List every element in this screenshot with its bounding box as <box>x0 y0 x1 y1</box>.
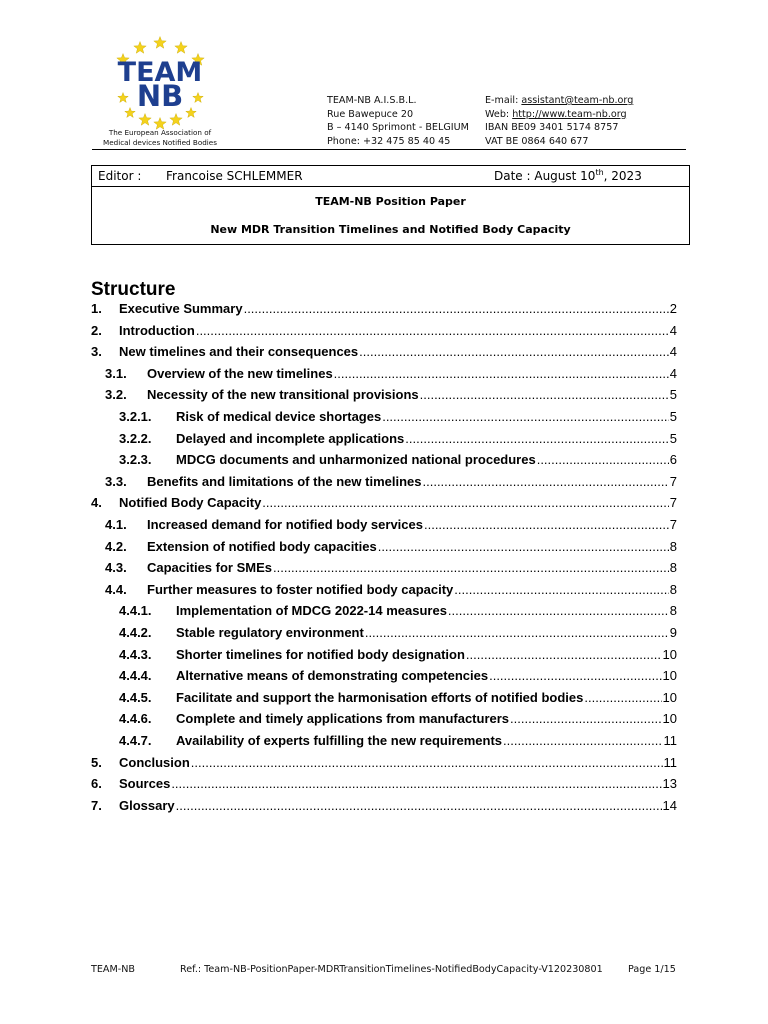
toc-entry-page: 7 <box>669 473 677 489</box>
toc-entry-title: MDCG documents and unharmonized national procedures <box>176 452 536 468</box>
document-title: New MDR Transition Timelines and Notified Body Capacity <box>210 223 571 236</box>
web-link[interactable]: http://www.team-nb.org <box>512 108 627 120</box>
vat-line: VAT BE 0864 640 677 <box>485 135 589 147</box>
star-icon <box>154 37 166 49</box>
toc-entry-number: 4.4.7. <box>119 733 152 748</box>
toc-entry[interactable] <box>91 798 677 816</box>
toc-entry-page: 5 <box>669 387 677 403</box>
toc-entry-number: 6. <box>91 776 102 792</box>
toc-entry[interactable] <box>119 668 677 686</box>
star-icon <box>175 42 187 54</box>
toc-entry[interactable] <box>105 474 677 492</box>
toc-entry-page: 10 <box>662 711 677 727</box>
toc-leader-dots <box>382 409 669 424</box>
toc-entry-title: Extension of notified body capacities <box>147 538 377 554</box>
toc-leader-dots <box>176 798 662 813</box>
toc-entry[interactable] <box>119 452 677 470</box>
toc-entry-title: Conclusion <box>119 754 190 770</box>
toc-entry-number: 3. <box>91 344 102 360</box>
toc-leader-dots <box>423 474 669 489</box>
toc-entry-title: Availability of experts fulfilling the new requirements <box>176 733 503 748</box>
star-icon <box>139 114 151 126</box>
star-icon <box>193 93 203 103</box>
organisation-address <box>327 94 469 148</box>
toc-entry[interactable] <box>119 733 677 751</box>
toc-entry-number: 4.4.6. <box>119 711 152 727</box>
toc-entry-title: Stable regulatory environment <box>176 625 364 640</box>
footer-page-number: Page 1/15 <box>628 964 676 975</box>
toc-leader-dots <box>420 387 669 402</box>
toc-leader-dots <box>489 668 661 683</box>
toc-entry-number: 4.2. <box>105 538 127 554</box>
footer-reference: Ref.: Team-NB-PositionPaper-MDRTransitionTimelines-NotifiedBodyCapacity-V120230801 <box>180 964 603 975</box>
toc-entry-number: 4.4.2. <box>119 625 152 640</box>
toc-entry[interactable] <box>91 495 677 513</box>
toc-leader-dots <box>378 539 669 554</box>
toc-entry-title: Risk of medical device shortages <box>176 409 382 424</box>
toc-leader-dots <box>334 366 669 381</box>
structure-heading: Structure <box>91 279 176 300</box>
toc-entry[interactable] <box>91 301 677 319</box>
email-label: E-mail: <box>485 95 522 106</box>
toc-entry-number: 3.2. <box>105 387 127 403</box>
toc-entry-page: 8 <box>669 560 677 576</box>
toc-entry-page: 6 <box>669 452 677 468</box>
logo-caption <box>90 128 230 148</box>
logo-team-text: TEAM <box>117 57 203 88</box>
toc-entry-number: 5. <box>91 754 102 770</box>
toc-entry-title: Sources <box>119 776 171 792</box>
toc-entry-number: 4.3. <box>105 560 127 576</box>
toc-entry-title: Implementation of MDCG 2022-14 measures <box>176 603 447 619</box>
email-link[interactable]: assistant@team-nb.org <box>521 95 634 106</box>
toc-entry[interactable] <box>91 344 677 362</box>
toc-entry-page: 10 <box>662 668 677 684</box>
toc-entry-title: Glossary <box>119 797 175 813</box>
toc-entry-page: 4 <box>669 322 677 338</box>
toc-entry-title: Overview of the new timelines <box>147 365 333 381</box>
star-icon <box>186 108 196 118</box>
organisation-contact <box>485 94 633 148</box>
toc-entry-page: 10 <box>662 646 677 662</box>
toc-leader-dots <box>537 452 669 467</box>
toc-leader-dots <box>171 776 661 791</box>
editor-label: Editor : <box>98 169 142 183</box>
toc-entry[interactable] <box>119 625 677 643</box>
star-icon <box>125 108 135 118</box>
toc-entry-title: Executive Summary <box>119 301 243 316</box>
star-icon <box>118 93 128 103</box>
toc-entry[interactable] <box>105 366 677 384</box>
toc-leader-dots <box>448 603 669 618</box>
header-divider <box>92 149 686 150</box>
toc-entry-title: Delayed and incomplete applications <box>176 430 405 446</box>
toc-entry-title: Alternative means of demonstrating competencies <box>176 668 489 684</box>
toc-entry-title: Capacities for SMEs <box>147 560 272 576</box>
toc-entry[interactable] <box>119 431 677 449</box>
toc-entry-title: Increased demand for notified body services <box>147 517 423 532</box>
toc-entry[interactable] <box>119 603 677 621</box>
toc-entry-page: 7 <box>669 517 677 532</box>
toc-entry-page: 4 <box>669 365 677 381</box>
toc-entry-page: 4 <box>669 344 677 360</box>
toc-entry-number: 4.4.1. <box>119 603 152 619</box>
toc-leader-dots <box>510 711 662 726</box>
toc-entry-number: 4.1. <box>105 517 127 532</box>
toc-leader-dots <box>584 690 661 705</box>
toc-leader-dots <box>196 323 669 338</box>
date-sup: th <box>595 168 604 177</box>
logo-caption-line-2: Medical devices Notified Bodies <box>103 138 217 147</box>
toc-leader-dots <box>365 625 669 640</box>
toc-entry-number: 3.1. <box>105 365 127 381</box>
toc-entry-title: Shorter timelines for notified body designation <box>176 646 465 662</box>
toc-entry-title: Facilitate and support the harmonisation efforts of notified bodies <box>176 689 584 705</box>
toc-entry[interactable] <box>119 711 677 729</box>
toc-entry-page: 13 <box>662 776 677 792</box>
editor-row <box>92 166 689 187</box>
toc-entry-page: 8 <box>669 603 677 619</box>
toc-entry[interactable] <box>119 409 677 427</box>
toc-entry-title: Introduction <box>119 322 195 338</box>
toc-entry-page: 14 <box>662 797 677 813</box>
toc-entry-page: 11 <box>663 733 677 748</box>
toc-entry[interactable] <box>119 690 677 708</box>
toc-leader-dots <box>466 647 662 662</box>
toc-entry[interactable] <box>105 517 677 535</box>
toc-entry-title: New timelines and their consequences <box>119 344 359 360</box>
toc-entry-number: 2. <box>91 322 102 338</box>
toc-leader-dots <box>454 582 668 597</box>
iban-line: IBAN BE09 3401 5174 8757 <box>485 122 619 134</box>
toc-entry-number: 7. <box>91 797 102 813</box>
toc-entry[interactable] <box>105 539 677 557</box>
toc-entry[interactable] <box>91 323 677 341</box>
editor-name: Francoise SCHLEMMER <box>166 169 303 183</box>
web-label: Web: <box>485 108 513 120</box>
toc-leader-dots <box>503 733 662 748</box>
toc-entry-page: 5 <box>669 409 677 424</box>
toc-leader-dots <box>359 344 669 359</box>
toc-leader-dots <box>191 755 663 770</box>
toc-entry-title: Further measures to foster notified body capacity <box>147 581 454 597</box>
toc-entry-number: 4. <box>91 495 102 511</box>
footer-org: TEAM-NB <box>91 964 135 975</box>
toc-entry-number: 3.2.1. <box>119 409 152 424</box>
address-line: TEAM-NB A.I.S.B.L. <box>327 95 417 106</box>
toc-entry-page: 9 <box>669 625 677 640</box>
web-line <box>485 108 633 122</box>
toc-entry-title: Complete and timely applications from manufacturers <box>176 711 510 727</box>
logo-nb-text: NB <box>136 79 184 113</box>
toc-entry[interactable] <box>105 560 677 578</box>
toc-entry[interactable] <box>91 755 677 773</box>
toc-entry-title: Notified Body Capacity <box>119 495 262 511</box>
star-icon <box>134 42 146 54</box>
toc-entry[interactable] <box>91 776 677 794</box>
editor-box <box>91 165 690 245</box>
date-year: , 2023 <box>603 169 642 183</box>
toc-leader-dots <box>424 517 669 532</box>
toc-leader-dots <box>405 431 668 446</box>
toc-entry-page: 10 <box>662 689 677 705</box>
toc-entry-number: 3.3. <box>105 473 127 489</box>
address-line: Phone: +32 475 85 40 45 <box>327 135 451 147</box>
toc-entry-page: 5 <box>669 430 677 446</box>
toc-entry-number: 4.4. <box>105 581 127 597</box>
toc-entry[interactable] <box>119 647 677 665</box>
toc-entry-number: 3.2.3. <box>119 452 152 468</box>
toc-entry-number: 4.4.5. <box>119 689 152 705</box>
toc-entry-number: 4.4.3. <box>119 646 152 662</box>
toc-entry-title: Necessity of the new transitional provisions <box>147 387 419 403</box>
toc-leader-dots <box>273 560 669 575</box>
toc-entry-page: 8 <box>669 581 677 597</box>
address-line: B – 4140 Sprimont - BELGIUM <box>327 122 469 134</box>
toc-entry-page: 2 <box>669 301 677 316</box>
logo-graphic <box>90 34 230 134</box>
document-type-title: TEAM-NB Position Paper <box>315 195 466 208</box>
toc-entry-number: 4.4.4. <box>119 668 152 684</box>
toc-entry-title: Benefits and limitations of the new timelines <box>147 473 422 489</box>
address-line: Rue Bawepuce 20 <box>327 108 414 120</box>
logo-caption-line-1: The European Association of <box>108 128 212 137</box>
star-icon <box>170 114 182 126</box>
toc-entry-page: 7 <box>669 495 677 511</box>
date-label: Date : August 10 <box>494 169 596 183</box>
toc-leader-dots <box>244 301 669 316</box>
toc-entry-number: 1. <box>91 301 102 316</box>
toc-leader-dots <box>262 495 668 510</box>
toc-entry-page: 11 <box>663 754 677 770</box>
date-value <box>494 166 642 186</box>
toc-entry[interactable] <box>105 387 677 405</box>
toc-entry-number: 3.2.2. <box>119 430 152 446</box>
toc-entry-page: 8 <box>669 538 677 554</box>
toc-entry[interactable] <box>105 582 677 600</box>
email-line <box>485 94 633 108</box>
